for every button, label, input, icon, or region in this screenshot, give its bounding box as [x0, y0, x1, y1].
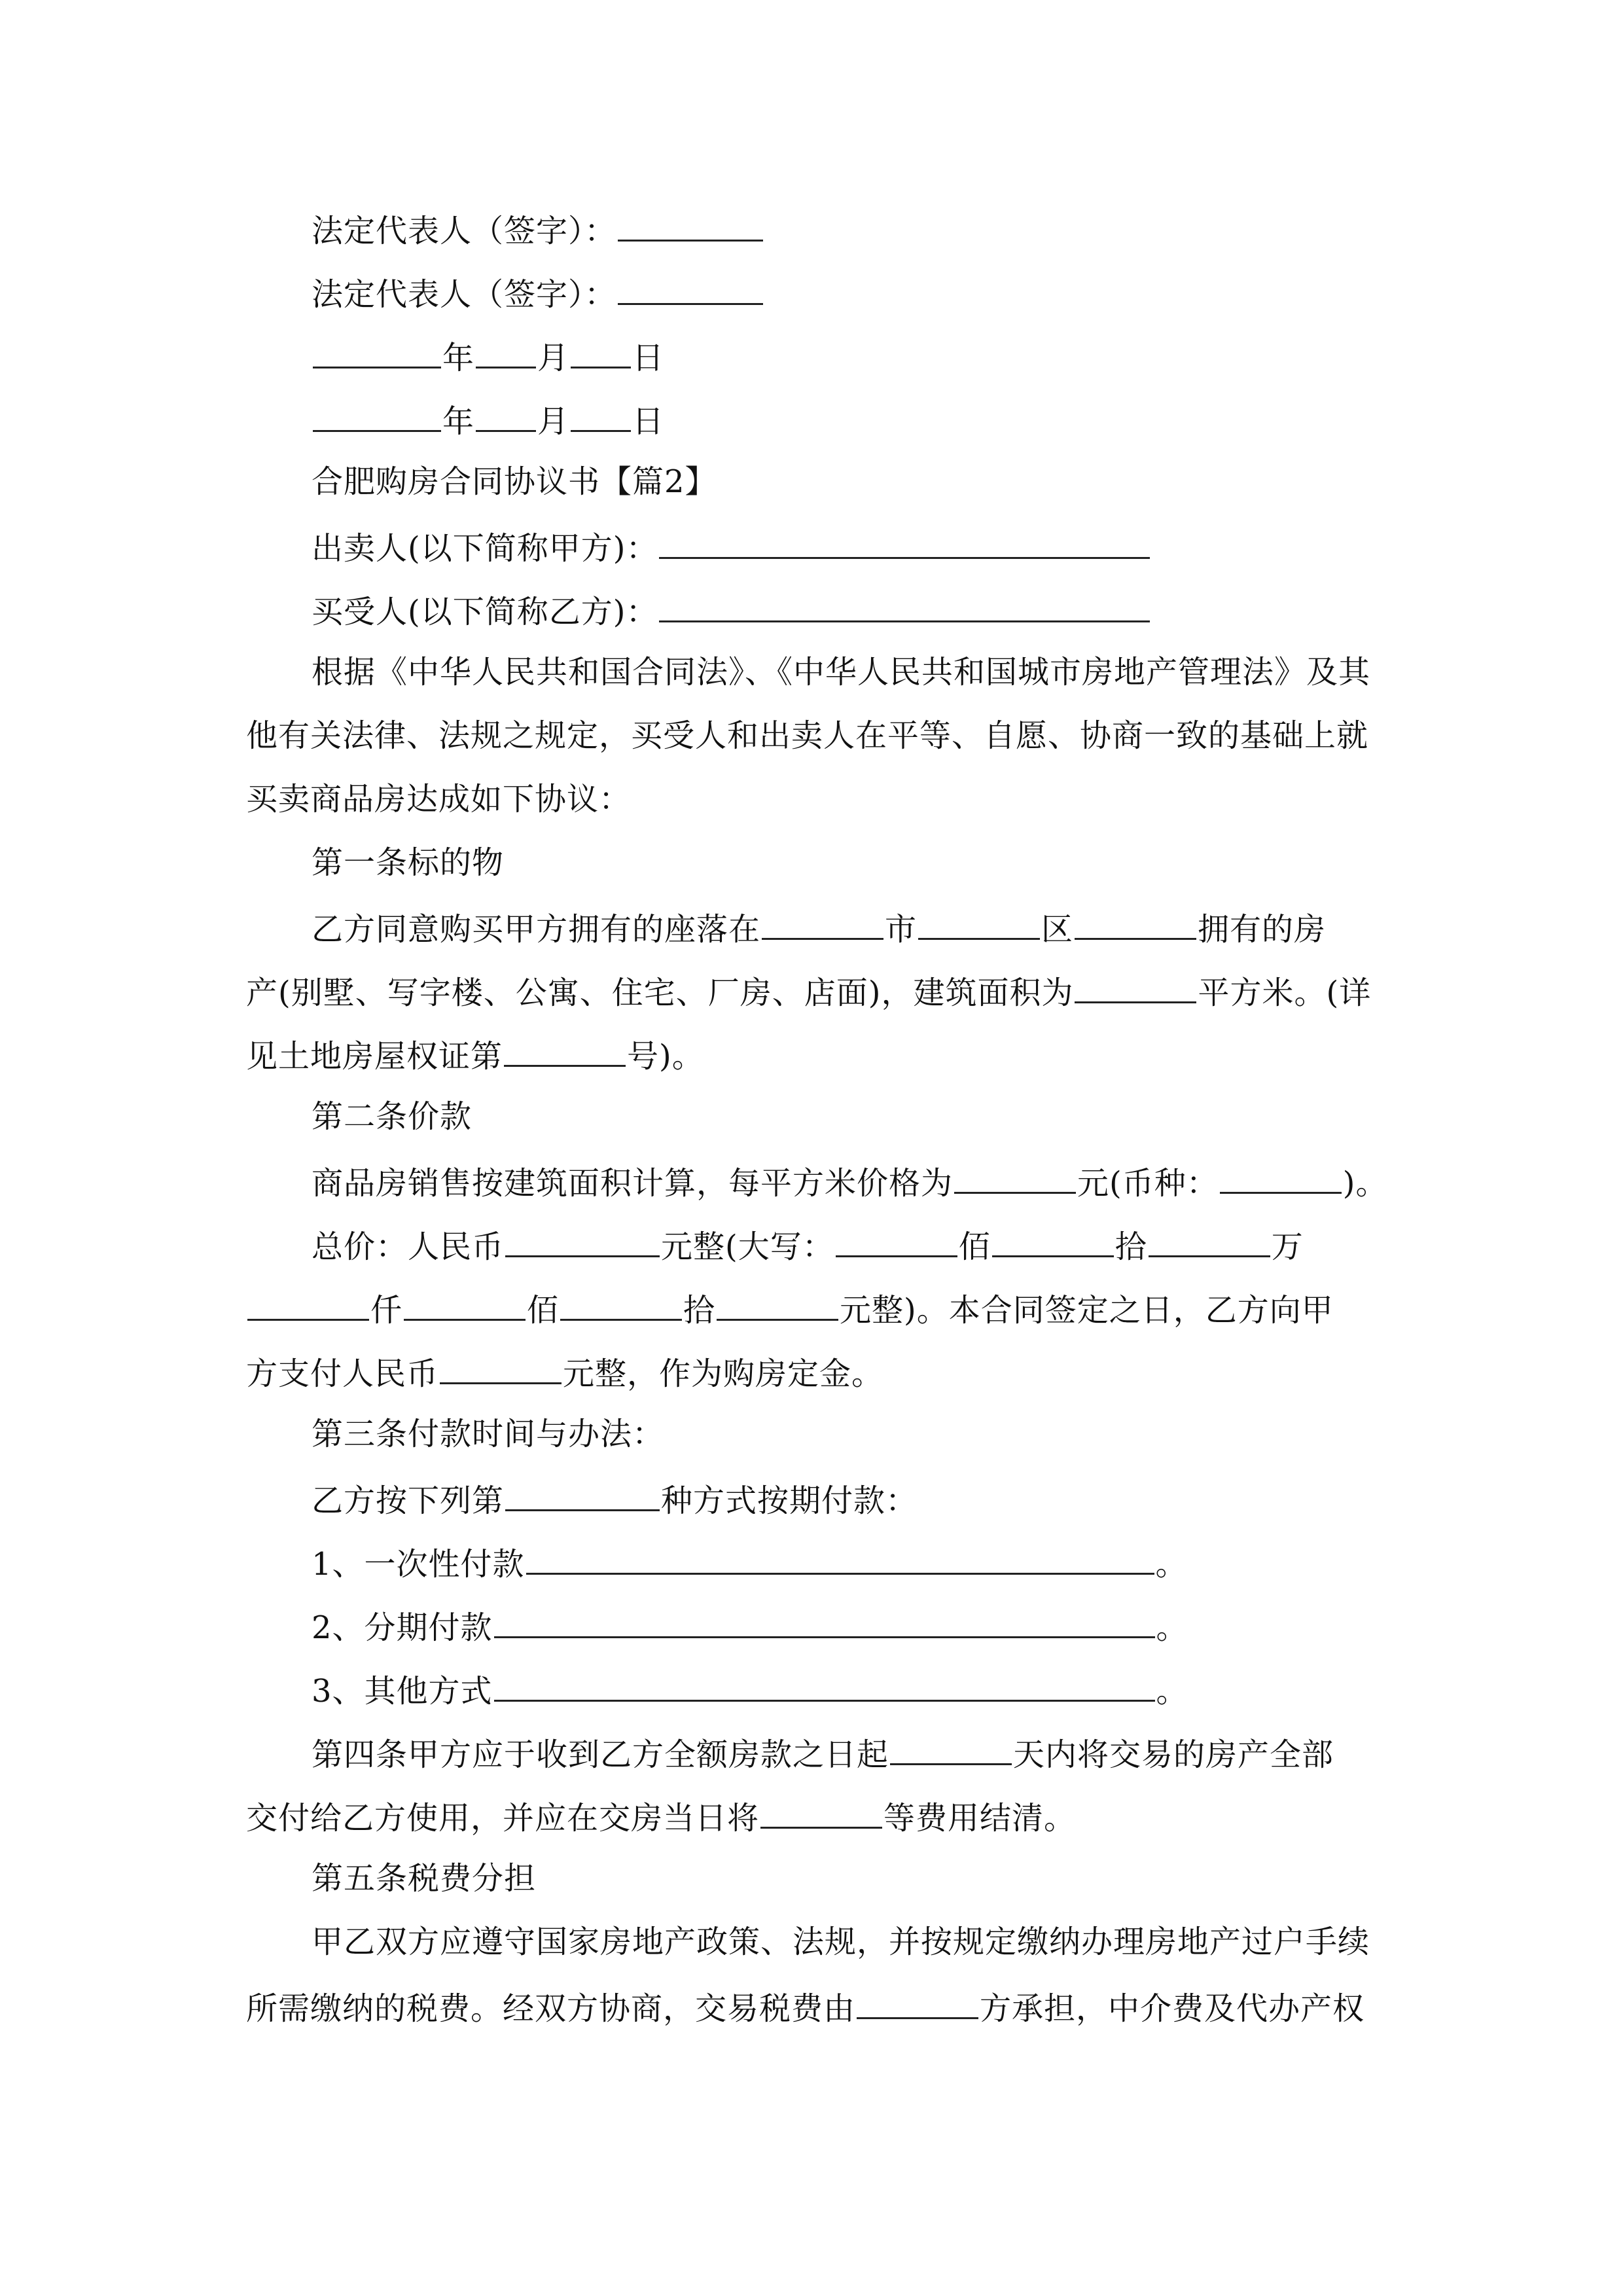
month-blank	[476, 335, 536, 368]
amount-blank	[992, 1224, 1114, 1257]
text: 3、其他方式	[312, 1673, 493, 1710]
text: 元(币种：	[1077, 1165, 1219, 1202]
amount-blank	[717, 1287, 838, 1321]
legal-rep-label: 法定代表人（签字）：	[312, 276, 617, 313]
text: 方承担，中介费及代办产权	[980, 1990, 1365, 2027]
paragraph-line	[312, 1160, 1444, 1203]
day-blank	[571, 399, 631, 432]
payment-option-2	[312, 1605, 1444, 1647]
buyer-line	[312, 589, 1444, 632]
payment-option-1	[312, 1541, 1444, 1584]
legal-rep-label: 法定代表人（签字）：	[312, 213, 617, 249]
text: 等费用结清。	[883, 1800, 1077, 1837]
paragraph-line	[312, 906, 1444, 949]
text: 元整(大写：	[661, 1229, 834, 1265]
paragraph-line: 他有关法律、法规之规定，买受人和出卖人在平等、自愿、协商一致的基础上就	[246, 717, 1369, 754]
text: 万	[1271, 1229, 1304, 1265]
paragraph-line: 买卖商品房达成如下协议：	[246, 781, 632, 817]
currency-blank	[1220, 1160, 1342, 1194]
text: 元整)。本合同签定之日，乙方向甲	[840, 1292, 1334, 1329]
date-line-1	[312, 335, 1444, 378]
article-heading: 第一条标的物	[312, 844, 505, 881]
text: )。	[1342, 1165, 1388, 1202]
legal-rep-signature-line-1	[312, 208, 1444, 251]
text: 佰	[527, 1292, 560, 1329]
paragraph-line	[246, 1287, 1378, 1330]
text: 平方米。(详	[1198, 975, 1372, 1011]
month-label: 月	[537, 340, 570, 376]
seller-line	[312, 526, 1444, 568]
legal-rep-signature-line-2	[312, 272, 1444, 314]
article-heading: 第五条税费分担	[312, 1860, 537, 1897]
text: 拾	[683, 1292, 716, 1329]
article-heading: 第二条价款	[312, 1098, 473, 1135]
paragraph-line	[312, 1478, 1444, 1520]
year-blank	[313, 335, 441, 368]
text: 区	[1041, 911, 1074, 948]
day-blank	[571, 335, 631, 368]
fees-blank	[760, 1795, 882, 1829]
payment-method-blank	[505, 1478, 660, 1511]
paragraph-line	[246, 1795, 1378, 1838]
buyer-label: 买受人(以下简称乙方)：	[312, 594, 658, 630]
option-blank	[494, 1668, 1155, 1702]
date-line-2	[312, 399, 1444, 441]
text: 拥有的房	[1198, 911, 1327, 948]
district-blank	[918, 906, 1040, 940]
amount-blank	[247, 1287, 369, 1321]
month-label: 月	[537, 403, 570, 440]
option-blank	[494, 1605, 1155, 1638]
paragraph-line	[312, 1732, 1444, 1774]
text: 号)。	[627, 1038, 704, 1075]
text: 元整，作为购房定金。	[563, 1355, 884, 1392]
text: 2、分期付款	[312, 1609, 493, 1646]
paragraph-line: 根据《中华人民共和国合同法》、《中华人民共和国城市房地产管理法》及其	[312, 654, 1371, 691]
text: 佰	[958, 1229, 991, 1265]
unit-price-blank	[954, 1160, 1076, 1194]
paragraph-line	[246, 1986, 1378, 2028]
text: 天内将交易的房产全部	[1013, 1736, 1334, 1773]
day-label: 日	[632, 403, 665, 440]
text: 方支付人民币	[246, 1355, 439, 1392]
section-title: 合肥购房合同协议书【篇2】	[312, 463, 717, 500]
text: 产(别墅、写字楼、公寓、住宅、厂房、店面)，建筑面积为	[246, 975, 1074, 1011]
paragraph-line	[246, 970, 1378, 1013]
text: 乙方同意购买甲方拥有的座落在	[312, 911, 761, 948]
option-blank	[526, 1541, 1154, 1575]
paragraph-line: 甲乙双方应遵守国家房地产政策、法规，并按规定缴纳办理房地产过户手续	[312, 1924, 1370, 1960]
text: 交付给乙方使用，并应在交房当日将	[246, 1800, 760, 1837]
text: 。	[1155, 1546, 1188, 1583]
day-label: 日	[632, 340, 665, 376]
total-price-blank	[505, 1224, 660, 1257]
payment-option-3	[312, 1668, 1444, 1711]
text: 。	[1156, 1673, 1188, 1710]
area-blank	[1075, 970, 1196, 1003]
text: 拾	[1115, 1229, 1147, 1265]
paragraph-line	[246, 1033, 1378, 1076]
amount-blank	[1149, 1224, 1270, 1257]
seller-label: 出卖人(以下简称甲方)：	[312, 530, 658, 567]
signature-blank	[618, 272, 763, 305]
signature-blank	[618, 208, 763, 242]
deposit-blank	[440, 1351, 562, 1384]
paragraph-line	[312, 1224, 1444, 1266]
year-blank	[313, 399, 441, 432]
amount-blank	[404, 1287, 526, 1321]
text: 商品房销售按建筑面积计算，每平方米价格为	[312, 1165, 954, 1202]
text: 仟	[370, 1292, 403, 1329]
text: 总价：人民币	[312, 1229, 505, 1265]
year-label: 年	[442, 403, 475, 440]
text: 见土地房屋权证第	[246, 1038, 503, 1075]
text: 第四条甲方应于收到乙方全额房款之日起	[312, 1736, 889, 1773]
text: 市	[885, 911, 918, 948]
amount-blank	[560, 1287, 682, 1321]
text: 乙方按下列第	[312, 1482, 505, 1519]
tax-party-blank	[857, 1986, 978, 2019]
month-blank	[476, 399, 536, 432]
certificate-number-blank	[504, 1033, 626, 1067]
location-blank	[1075, 906, 1196, 940]
article-heading: 第三条付款时间与办法：	[312, 1416, 665, 1452]
text: 。	[1156, 1609, 1188, 1646]
days-blank	[890, 1732, 1012, 1765]
seller-blank	[659, 526, 1150, 559]
text: 1、一次性付款	[312, 1546, 525, 1583]
text: 所需缴纳的税费。经双方协商，交易税费由	[246, 1990, 856, 2027]
paragraph-line	[246, 1351, 1378, 1393]
city-blank	[762, 906, 883, 940]
year-label: 年	[442, 340, 475, 376]
buyer-blank	[659, 589, 1150, 622]
amount-blank	[836, 1224, 957, 1257]
text: 种方式按期付款：	[661, 1482, 918, 1519]
